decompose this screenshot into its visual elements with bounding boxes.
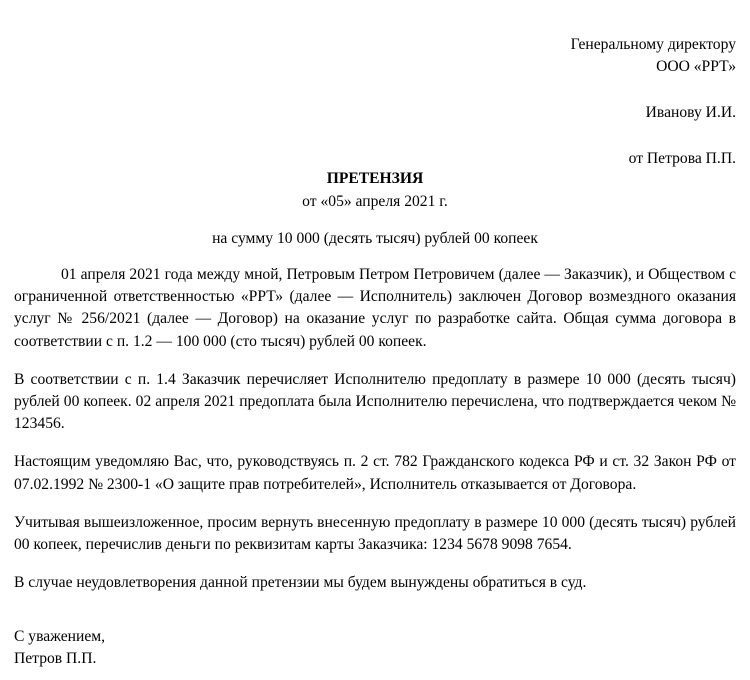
sender-name: от Петрова П.П. [628, 150, 736, 167]
paragraph-contract: 01 апреля 2021 года между мной, Петровым Петром Петровичем (далее — Заказчик), и Обществом с ограниченной ответственностью «РРТ» (далее — Исполнитель) заключен Договор возмездного оказания услуг № 256/2021 (далее — Договор) на оказание услуг по разработке сайта. Общая сумма договора в соответствии с п. 1.2 — 100 000 (сто тысяч) рублей 00 копеек. [14, 266, 736, 350]
closing-signature-name: Петров П.П. [14, 650, 97, 667]
closing-regards: С уважением, [14, 628, 106, 645]
closing-block [14, 626, 105, 670]
addressee-position: Генеральному директору [570, 36, 736, 53]
addressee-spacer-2 [571, 124, 736, 148]
paragraph-prepayment: В соответствии с п. 1.4 Заказчик перечисляет Исполнителю предоплату в размере 10 000 (десять тысяч) рублей 00 копеек. 02 апреля 2021 предоплата была Исполнителю перечислена, что подтверждается чеком № 123456. [14, 370, 736, 433]
claim-sum: на сумму 10 000 (десять тысяч) рублей 00 копеек [212, 230, 538, 247]
document-body [14, 264, 736, 610]
addressee-spacer [571, 78, 736, 102]
addressee-name: Иванову И.И. [645, 104, 736, 121]
paragraph-request: Учитывая вышеизложенное, просим вернуть внесенную предоплату в размере 10 000 (десять тысяч) рублей 00 копеек, перечислив деньги по реквизитам карты Заказчика: 1234 5678 9098 7654. [14, 513, 736, 554]
paragraph-notice: Настоящим уведомляю Вас, что, руководствуясь п. 2 ст. 782 Гражданского кодекса РФ и ст. 32 Закон РФ от 07.02.1992 № 2300-1 «О защите прав потребителей», Исполнитель отказывается от Договора. [14, 453, 736, 493]
document-date: от «05» апреля 2021 г. [302, 193, 448, 210]
document-title: ПРЕТЕНЗИЯ [326, 170, 424, 187]
addressee-block [571, 34, 736, 170]
paragraph-court: В случае неудовлетворения данной претензии мы будем вынуждены обратиться в суд. [14, 574, 587, 592]
addressee-company: ООО «РРТ» [656, 58, 736, 75]
